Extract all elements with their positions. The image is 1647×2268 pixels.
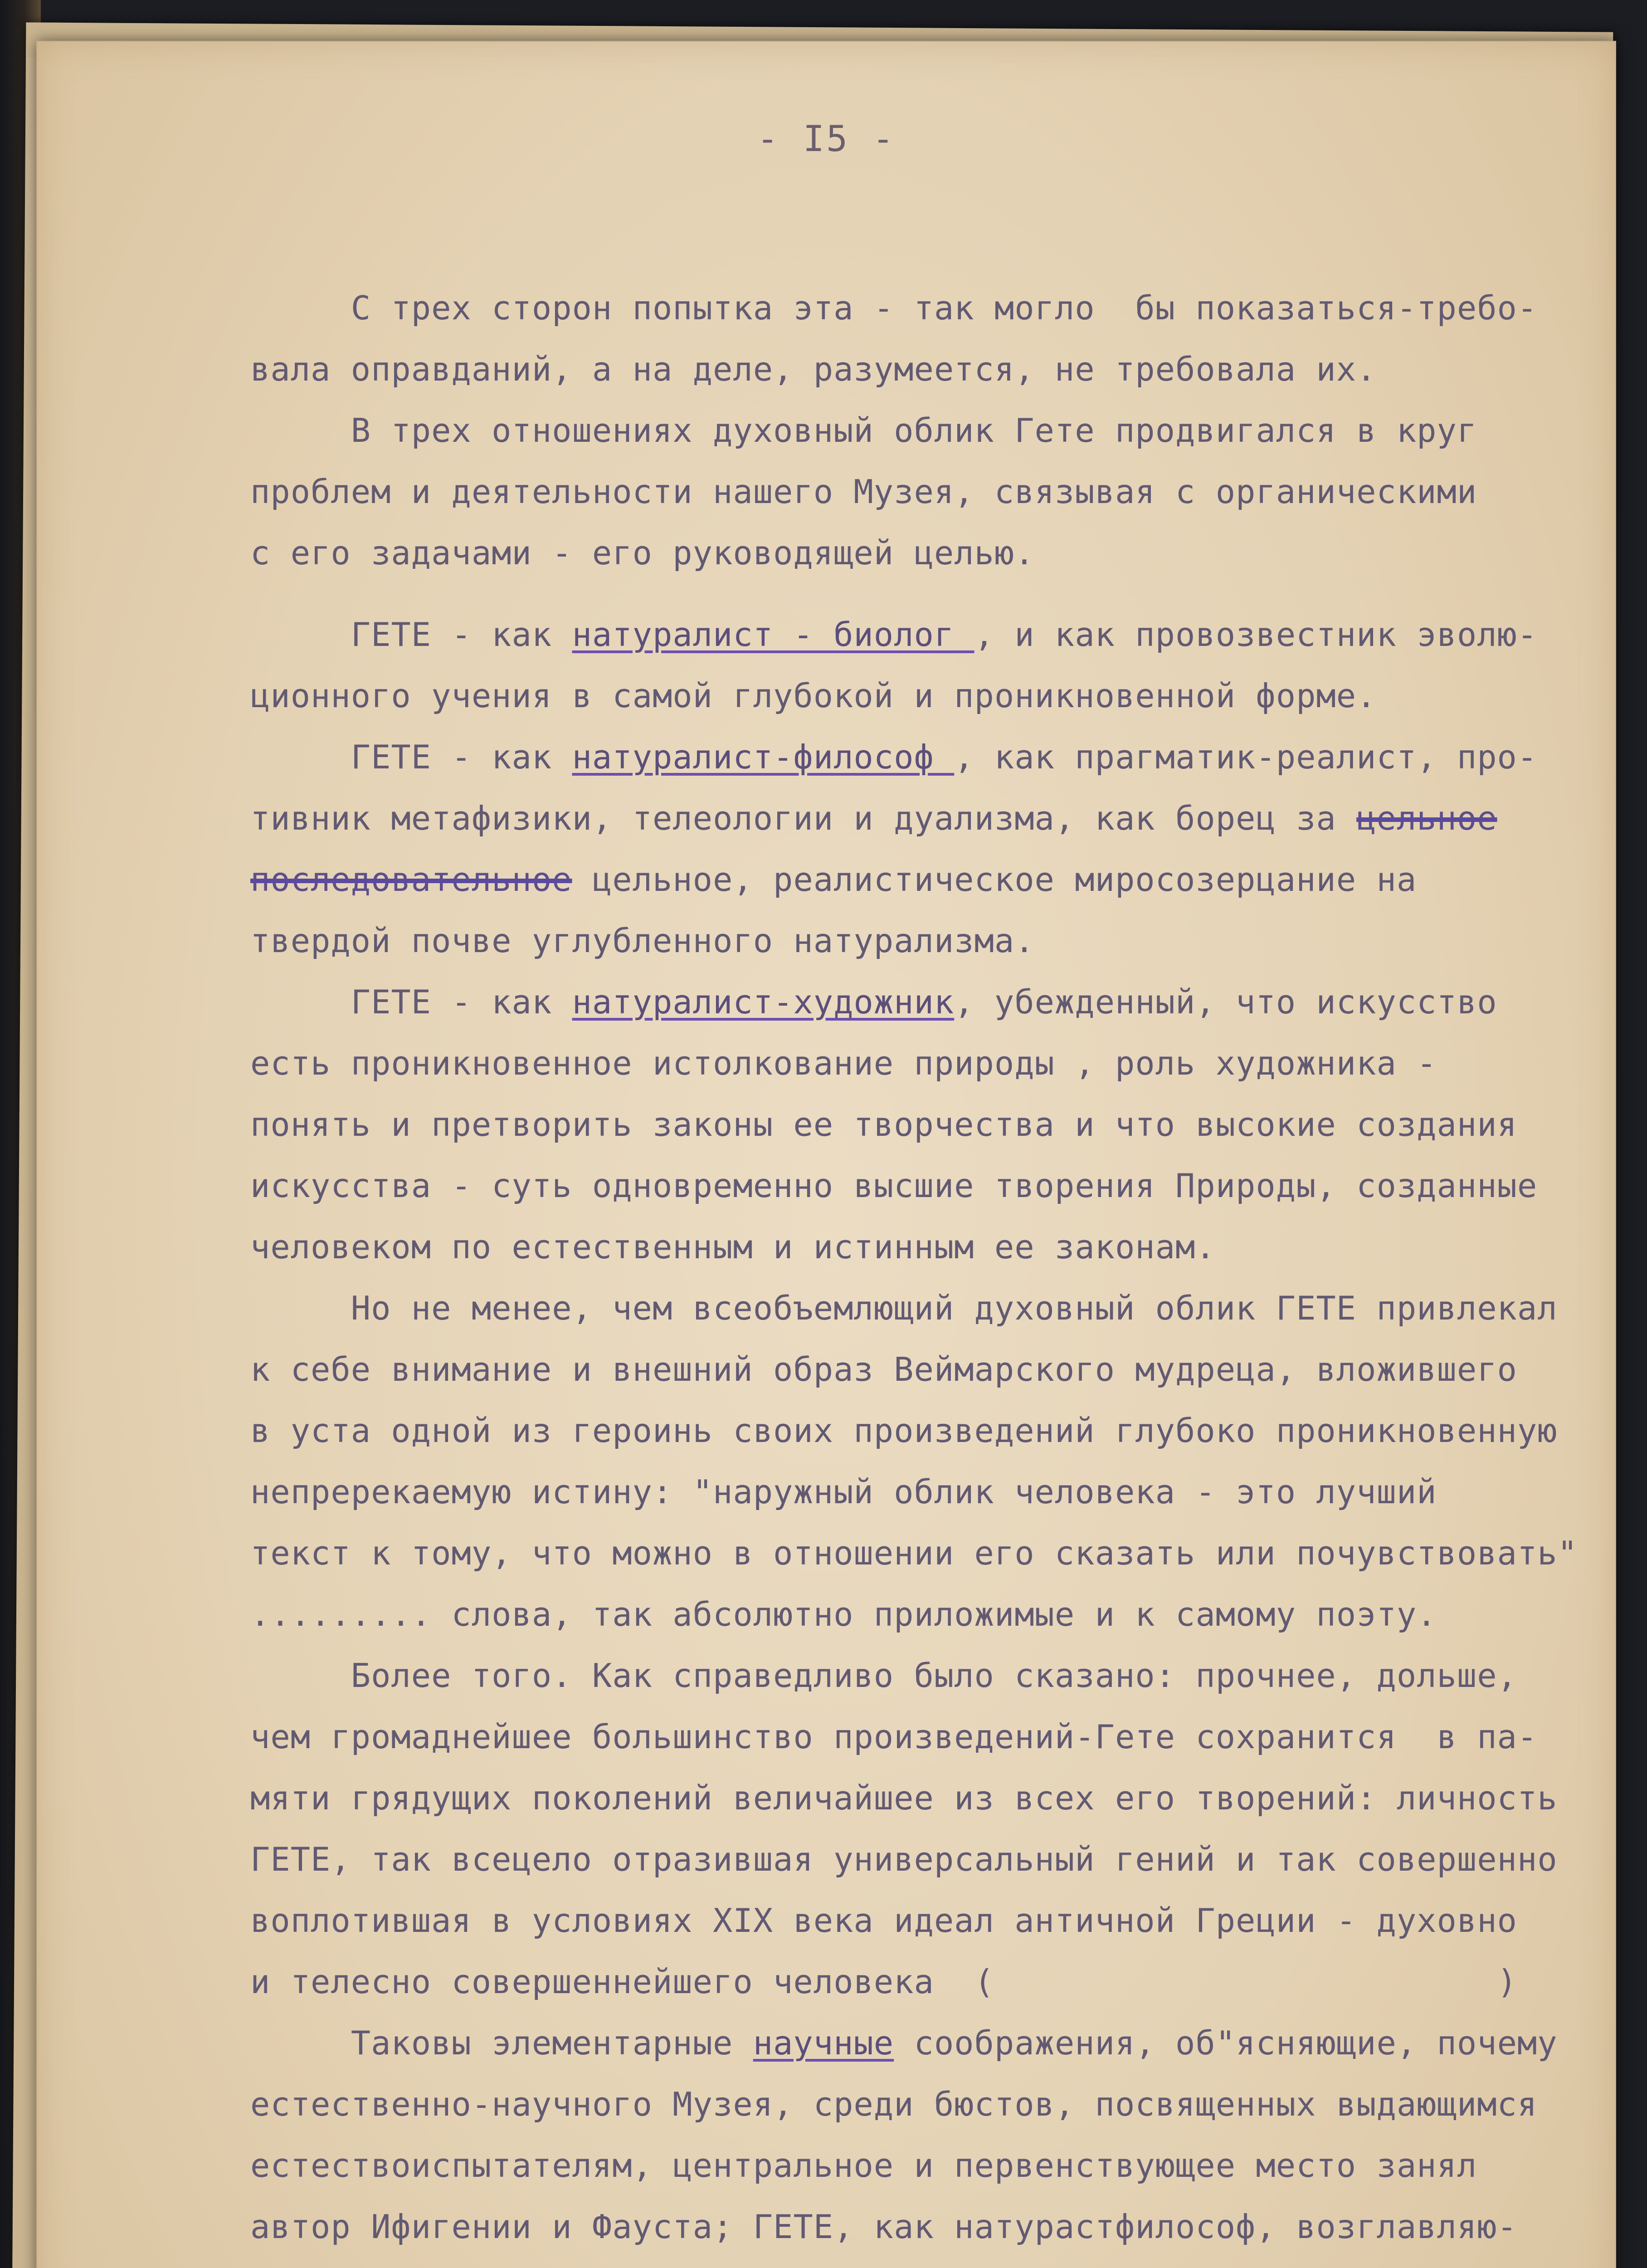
text-line: В трех отношениях духовный облик Гете продвигался в круг [250, 411, 1477, 450]
struck-word: последовательное [250, 860, 572, 899]
paragraph-outer-image [250, 1278, 1588, 1645]
text-line [250, 2258, 1588, 2268]
text-span: , и как провозвестник эволю- [974, 616, 1538, 654]
text-line: ционного учения в самой глубокой и проникновенной форме. [250, 677, 1377, 715]
underlined-term: натуралист - биолог [572, 616, 975, 654]
text-line: искусства - суть одновременно высшие творения Природы, созданные [250, 1167, 1538, 1205]
text-span: , убежденный, что искусство [954, 983, 1497, 1021]
text-span: соображения, об"ясняющие, почему [894, 2024, 1558, 2062]
text-line: и телесно совершеннейшего человека ( ) [250, 1963, 1517, 2001]
underlined-term: натуралист-художник [572, 983, 955, 1021]
text-span: , как прагматик-реалист, про- [954, 738, 1538, 776]
underlined-term: натуралист-философ [572, 738, 955, 776]
text-line: С трех сторон попытка эта - так могло бы показаться-требо- [250, 289, 1538, 327]
text-line: непререкаемую истину: "наружный облик человека - это лучший [250, 1473, 1437, 1511]
page-number: - I5 - [757, 119, 896, 160]
paragraph-goethe-artist [250, 972, 1588, 1278]
text-line: текст к тому, что можно в отношении его сказать или почувствовать" [250, 1534, 1578, 1572]
text-line: вала оправданий, а на деле, разумеется, не требовала их. [250, 350, 1377, 388]
text-line [250, 727, 1588, 788]
text-span: цельное, реалистическое миросозерцание на [572, 860, 1417, 899]
text-span: Таковы элементарные [250, 2024, 753, 2062]
text-line [250, 2013, 1588, 2074]
text-span: тивник метафизики, телеологии и дуализма, как борец за [250, 799, 1357, 837]
text-line [250, 788, 1588, 849]
text-line: чем громаднейшее большинство произведений-Гете сохранится в па- [250, 1718, 1538, 1756]
text-line: автор Ифигении и Фауста; ГЕТЕ, как натурастфилософ, возглавляю- [250, 2208, 1517, 2246]
text-line: ГЕТЕ, так всецело отразившая универсальный гений и так совершенно [250, 1840, 1558, 1878]
paragraph-goethe-philosopher [250, 727, 1588, 972]
text-line: естественно-научного Музея, среди бюстов, посвященных выдающимся [250, 2085, 1538, 2123]
text-line: Но не менее, чем всеобъемлющий духовный облик ГЕТЕ привлекал [250, 1289, 1558, 1327]
text-line: ......... слова, так абсолютно приложимые и к самому поэту. [250, 1595, 1437, 1633]
text-line: мяти грядущих поколений величайшее из всех его творений: личность [250, 1779, 1558, 1817]
text-line: Более того. Как справедливо было сказано: прочнее, дольше, [250, 1657, 1517, 1695]
text-line [250, 604, 1588, 665]
text-line: с его задачами - его руководящей целью. [250, 534, 1035, 572]
text-span: ГЕТЕ - как [250, 983, 572, 1021]
document-page [36, 41, 1616, 2268]
paragraph-intro [250, 278, 1588, 584]
text-line: воплотившая в условиях XIX века идеал античной Греции - духовно [250, 1901, 1517, 1940]
text-line: проблем и деятельности нашего Музея, связывая с органическими [250, 473, 1477, 511]
struck-word: цельное [1356, 799, 1497, 837]
text-span: ГЕТЕ - как [250, 616, 572, 654]
text-line: к себе внимание и внешний образ Веймарского мудреца, вложившего [250, 1350, 1517, 1388]
text-line: твердой почве углубленного натурализма. [250, 922, 1035, 960]
paragraph-personality [250, 1645, 1588, 2013]
text-line: человеком по естественным и истинным ее законам. [250, 1228, 1216, 1266]
text-line [250, 972, 1588, 1033]
text-line [250, 849, 1588, 910]
paragraph-goethe-biologist [250, 604, 1588, 727]
typed-text [250, 278, 1588, 2268]
text-line: в уста одной из героинь своих произведений глубоко проникновенную [250, 1412, 1558, 1450]
paragraph-conclusion [250, 2013, 1588, 2268]
text-line: понять и претворить законы ее творчества и что высокие создания [250, 1105, 1517, 1144]
text-line: есть проникновенное истолкование природы , роль художника - [250, 1044, 1437, 1082]
text-line: естествоиспытателям, центральное и первенствующее место занял [250, 2146, 1477, 2185]
underlined-term: научные [753, 2024, 894, 2062]
text-span: ГЕТЕ - как [250, 738, 572, 776]
